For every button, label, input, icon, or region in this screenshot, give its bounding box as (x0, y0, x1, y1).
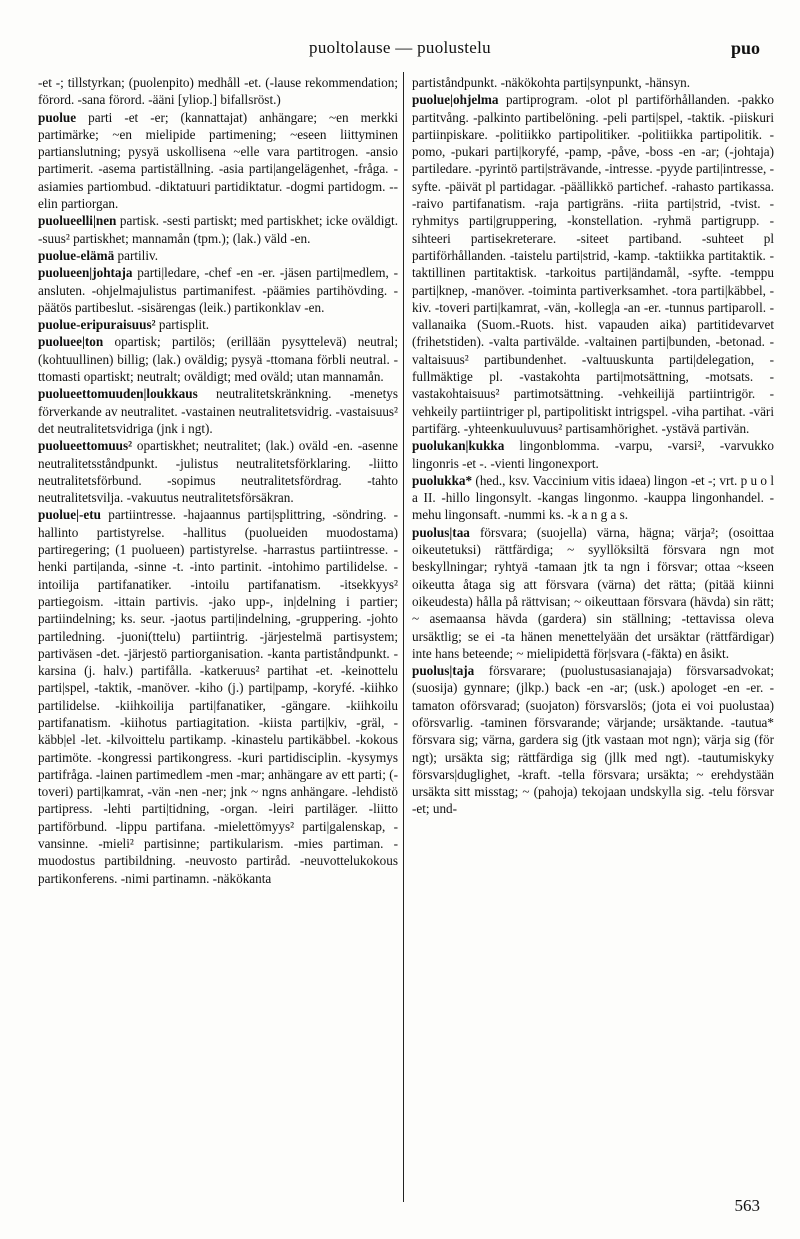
dictionary-entry (412, 524, 774, 662)
dictionary-entry (38, 333, 398, 385)
dictionary-entry (412, 437, 774, 472)
entry-headword: puoluee|ton (38, 334, 104, 350)
page-number: 563 (734, 1196, 760, 1215)
entry-definition: opartiskhet; neutralitet; (lak.) oväld -en. -asenne neutralitetsståndpunkt. -julistus neutralitetsförklaring. -liitto neutralitetsförbund. -sopimus neutralitetsfördrag. -tahto neutralitetsvilja. -vakuutus neutralitetsförsäkran. (38, 438, 398, 506)
dictionary-entry (38, 264, 398, 316)
entry-headword: puolus|taa (412, 524, 470, 540)
entry-headword: puolukan|kukka (412, 438, 505, 454)
entry-definition: (hed., ksv. Vaccinium vitis idaea) lingon -et -; vrt. p u o l a II. -hillo lingonsylt. -kangas lingonmo. -kauppa lingonhandel. -mehu lingonsaft. -nummi ks. -k a n g a s. (412, 472, 774, 523)
entry-definition: partiliv. (114, 247, 159, 263)
entry-headword: puolue-elämä (38, 247, 115, 263)
dictionary-entry (38, 316, 398, 333)
dictionary-entry (38, 247, 398, 264)
entry-definition: partisk. -sesti partiskt; med partiskhet; icke oväldigt. -suus² partiskhet; mannamån (tpm.); (lak.) väld -en. (38, 213, 398, 246)
column-divider (403, 72, 404, 1202)
left-column (38, 74, 398, 887)
entry-headword: puolue-eripuraisuus² (38, 317, 156, 333)
dictionary-entry (38, 506, 398, 887)
entry-headword: puolueen|johtaja (38, 265, 133, 281)
entry-headword: puolueettomuus² (38, 438, 133, 454)
dictionary-entry (38, 437, 398, 506)
entry-headword: puolueettomuuden|loukkaus (38, 386, 198, 402)
entry-headword: puolueelli|nen (38, 213, 117, 229)
running-title: puoltolause — puolustelu (309, 38, 491, 57)
entry-definition: partisplit. (155, 317, 210, 333)
dictionary-entry (38, 385, 398, 437)
entry-definition: partiintresse. -hajaannus parti|splittring, -söndring. -hallinto partistyrelse. -hallitus (puolueiden muodostama) partiregering; (1 puolueen) partistyrelse. -harrastus partiintresse. -henki parti|anda, -sinne -t. -into partinit. -intohimo partilidelse. -intoilija partifanatiker. -intoilu partifanatism. -itsekkyys² partiegoism. -ittain partivis. -jako upp-, in|delning i partier; partiindelning; ks. seur. -jaotus parti|indelning, -gruppering. -johto partiledning. -juoni(ttelu) partiintrig. -järjestelmä partisystem; partiväsen -det. -järjestö partiorganisation. -kanta partiståndpunkt. -karsina (j. halv.) partifålla. -katkeruus² partihat -et. -keinottelu parti|spel, -taktik, -manöver. -kiho (j.) parti|pamp, -koryfé. -kiihko partilidelse. -kiihkoilija parti|fanatiker, -gängare. -kiihkoilu partifanatism. -kiihotus partiagitation. -kiista parti|kiv, -gräl, -käbb|el -let. -kilvoittelu partikamp. -kinastelu partikäbbel. -kokous partimöte. -kongressi partikongress. -kuri partidisciplin. -kysymys partifråga. -lainen partimedlem -men -mar; anhängare av ett parti; (-toveri) parti|kamrat, -vän -nen -ner; jnk ~ ngns anhängare. -lehdistö partipress. -lehti parti|tidning, -organ. -leiri partiläger. -liitto partiförbund. -lippu partifana. -mielettömyys² parti|galenskap, -vansinne. -mieli² partisinne; partikularism. -mies partiman. -muodostus partibildning. -neuvosto partiråd. -neuvottelukokous partikonferens. -nimi partinamn. -näkökanta (38, 507, 398, 886)
right-column (412, 74, 774, 818)
dictionary-entry (38, 74, 398, 109)
entry-definition: parti -et -er; (kannattajat) anhängare; ~en merkki partimärke; ~en mielipide partimening; ~eseen liittyminen partianslutning; pysyä uskollisena ~elle vara partitrogen. -ansio partimerit. -asema partiställning. -asia parti|angelägenhet, -fråga. -asiamies partiombud. -diktatuuri partidiktatur. -dogmi partidogm. --elin partiorgan. (38, 109, 398, 212)
dictionary-entry (412, 91, 774, 437)
guide-word: puo (730, 38, 760, 58)
entry-definition: -et -; tillstyrkan; (puolenpito) medhåll -et. (-lause rekommendation; förord. -sana förord. -ääni [yliop.] bifallsröst.) (38, 75, 398, 108)
entry-headword: puolue|ohjelma (412, 92, 499, 108)
entry-definition: försvarare; (puolustusasianajaja) försvarsadvokat; (suosija) gynnare; (jlkp.) back -en -ar; (usk.) apologet -en -er. -tamaton oförsvarad; (suojaton) försvarslös; (jota ei voi puolustaa) oförsvarlig. -taminen försvarande; värjande; ursäktande. -tautua* försvara sig; värna, gardera sig (jtk vastaan mot ngn); värja sig (för ngt); ursäkta sig; rättfärdiga sig (jllk med ngt). -tautumiskyky försvars|duglighet, -kraft. -tella försvara; ursäkta; ~ erehdystään ursäkta sitt misstag; ~ (pahoja) tekojaan undskylla sig. -telu försvar -et; und- (412, 663, 774, 817)
entry-headword: puolukka* (412, 472, 473, 488)
dictionary-entry (38, 109, 398, 213)
entry-definition: lingonblomma. -varpu, -varsi², -varvukko lingonris -et -. -vienti lingonexport. (412, 438, 774, 471)
entry-definition: partiståndpunkt. -näkökohta parti|synpunkt, -hänsyn. (412, 75, 691, 90)
entry-headword: puolus|taja (412, 663, 475, 679)
entry-definition: opartisk; partilös; (erillään pysyttelevä) neutral; (kohtuullinen) billig; (lak.) oväldig; pysyä -ttomana förbli neutral. -ttomasti opartiskt; neutralt; oväldigt; med oväld; utan mannamån. (38, 334, 398, 385)
entry-definition: partiprogram. -olot pl partiförhållanden. -pakko partitvång. -palkinto partibelöning. -peli parti|spel, -taktik. -piiskuri partiinpiskare. -politiikko partipolitiker. -politiikka partipolitik. -pomo, -pukari parti|koryfé, -pamp, -påve, -boss -en -ar; (-johtaja) partiledare. -pyrintö parti|strävande, -intresse. -pyyde parti|intresse, -syfte. -päivät pl partidagar. -päällikkö partichef. -rahasto partikassa. -raivo partifanatism. -raja partigräns. -riita parti|strid, -tvist. -ryhmitys parti|gruppering, -konstellation. -ryhmä partigrupp. -sihteeri partisekreterare. -siteet partiband. -suhteet pl partiförhållanden. -taistelu parti|strid, -kamp. -taktiikka partitaktik. -taktillinen partitaktisk. -tarkoitus parti|ändamål, -syfte. -temppu parti|knep, -manöver. -toiminta partiverksamhet. -tora parti|käbbel, -kiv. -toveri parti|kamrat, -vän, -kolleg|a -an -er. -tunnus partiparoll. -vallanaika (Suom.-Ruots. hist. vapauden aika) partitidevarvet (frihetstiden). -valta partivälde. -valtainen parti|bunden, -betonad. -valtaisuus² partibundenhet. -valtuuskunta parti|delegation, -fullmäktige pl. -vastakohta parti|motsättning, -motsats. -vastakohtaisuus² partimotsättning. -vehkeilijä partiintrigör. -vehkeily partiintriger pl, partipolitiskt intrigspel. -viha partihat. -väri partifärg. -yhteenkuuluvuus² partisamhörighet. -ystävä partivän. (412, 92, 774, 436)
entry-definition: parti|ledare, -chef -en -er. -jäsen parti|medlem, -ansluten. -ohjelmajulistus partimanifest. -päämies partihövding. -päätös partibeslut. -sisärengas (leik.) partikonklav -en. (38, 265, 398, 315)
dictionary-entry (38, 212, 398, 247)
entry-headword: puolue|-etu (38, 507, 101, 523)
entry-headword: puolue (38, 109, 77, 125)
entry-definition: försvara; (suojella) värna, hägna; värja²; (osoittaa oikeutetuksi) rättfärdiga; ~ syyllöksiltä försvara ngn mot beskyllningar; ryhtyä -tamaan jtk ta ngn i försvar; ottaa ~kseen oikeutta åtaga sig att försvara (värna) det rätta; (pitää kiinni oikeudesta) hålla på rättvisan; ~ oikeuttaan försvara (hävda) sin rätt; ~ asemaansa hävda (gardera) sin ställning; -tettavissa oleva ursäktlig; se ei -ta hänen menettelyään det ursäktar (rättfärdigar) inte hans beteende; ~ mielipidettä för|svara (-fäkta) en åsikt. (412, 524, 774, 661)
dictionary-entry (412, 662, 774, 818)
dictionary-entry (412, 74, 774, 91)
dictionary-entry (412, 472, 774, 524)
entry-definition: neutralitetskränkning. -menetys förverkande av neutralitet. -vastainen neutralitetsvidrig. -vastaisuus² det neutralitetsvidriga (jnk i ngt). (38, 386, 398, 436)
